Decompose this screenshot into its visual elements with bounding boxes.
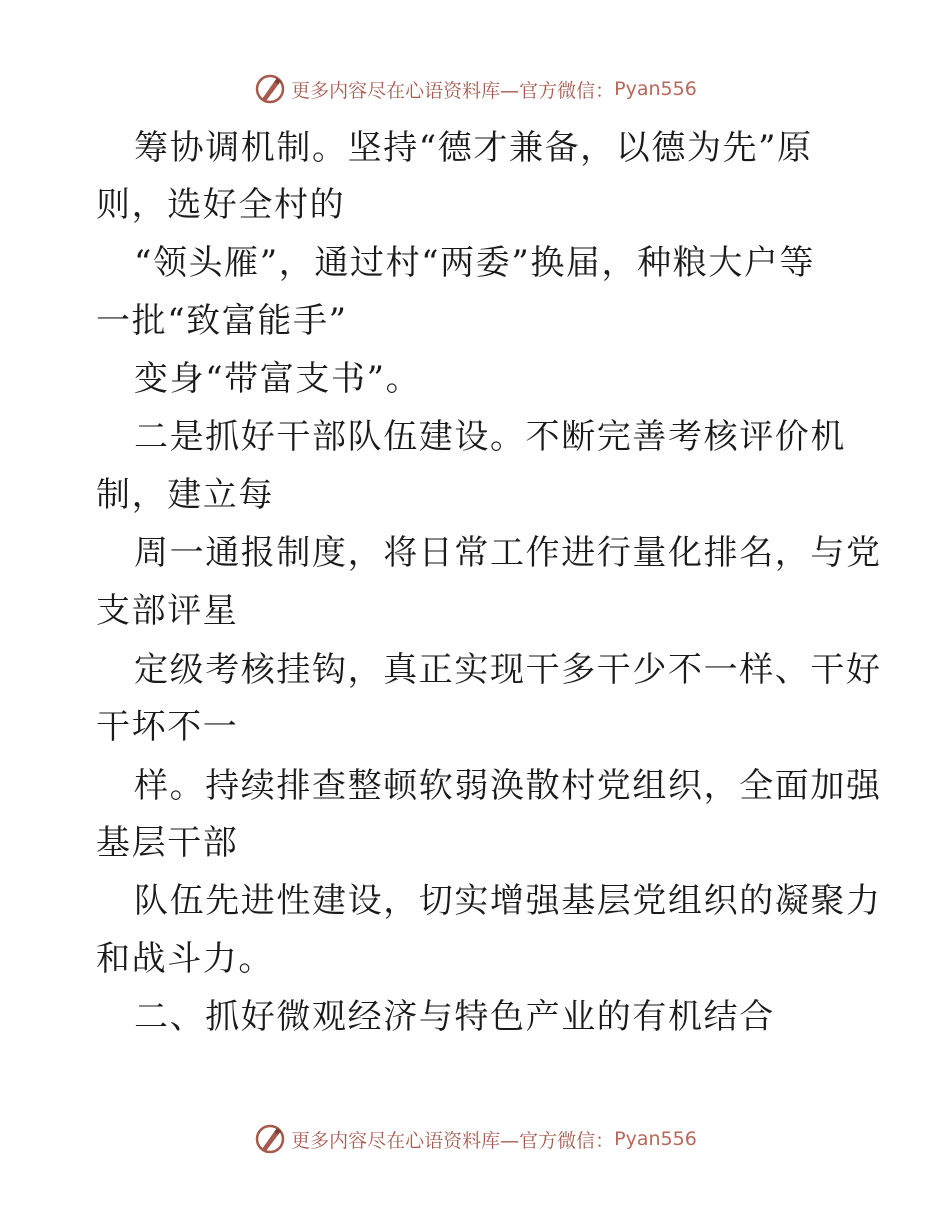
body-line: 和战斗力。: [96, 939, 274, 979]
body-line: 变身“带富支书”。: [134, 359, 422, 399]
body-line: 样。持续排查整顿软弱涣散村党组织，全面加强: [134, 766, 882, 806]
watermark-text: 更多内容尽在心语资料库—官方微信：: [291, 1129, 615, 1152]
body-line: 制，建立每: [96, 475, 274, 515]
body-line: 支部评星: [96, 591, 239, 631]
watermark-account: Pyan556: [614, 78, 697, 100]
body-line: 干坏不一: [96, 707, 239, 747]
body-line: 二是抓好干部队伍建设。不断完善考核评价机: [134, 417, 846, 457]
watermark-text: 更多内容尽在心语资料库—官方微信：: [291, 79, 615, 102]
body-line: 筹协调机制。坚持“德才兼备，以德为先”原: [134, 128, 813, 168]
body-line: 周一通报制度，将日常工作进行量化排名，与党: [134, 533, 882, 573]
body-line: 队伍先进性建设，切实增强基层党组织的凝聚力: [134, 881, 882, 921]
body-line: 二、抓好微观经济与特色产业的有机结合: [134, 997, 775, 1037]
body-line: 基层干部: [96, 823, 239, 863]
body-line: 定级考核挂钩，真正实现干多干少不一样、干好: [134, 650, 882, 690]
body-line: 一批“致富能手”: [96, 301, 348, 341]
pen-nib-logo-icon: [253, 1122, 287, 1156]
watermark-account: Pyan556: [614, 1128, 697, 1150]
body-line: 则，选好全村的: [96, 185, 346, 225]
footer-watermark: [0, 1122, 950, 1156]
body-line: “领头雁”，通过村“两委”换届，种粮大户等: [134, 243, 816, 283]
